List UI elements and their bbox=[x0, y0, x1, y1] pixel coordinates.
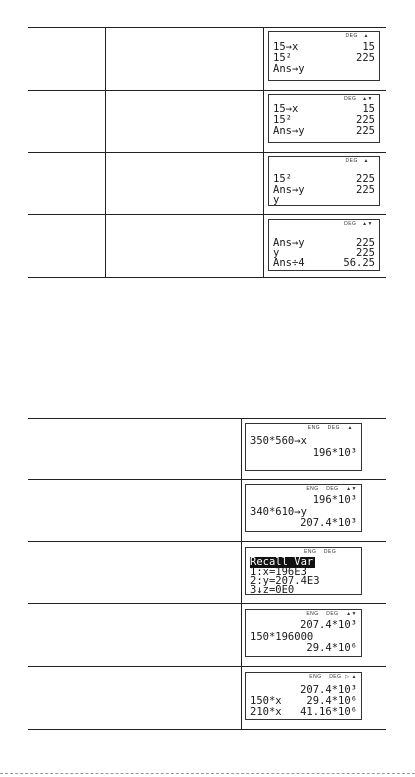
entry-text: y bbox=[273, 194, 280, 206]
calculator-screen bbox=[268, 219, 380, 271]
table-1-rule bbox=[28, 90, 386, 91]
entry-text: y bbox=[273, 247, 280, 259]
table-2-rule bbox=[28, 479, 386, 480]
table-1-rule bbox=[28, 277, 386, 278]
status-indicators: ENG DEG ▲ bbox=[307, 425, 353, 431]
calculator-screen bbox=[268, 94, 380, 143]
screen-line bbox=[273, 258, 375, 269]
result-text: 196*10³ bbox=[312, 447, 357, 459]
result-text: 41.16*10⁶ bbox=[300, 706, 357, 718]
screen-line bbox=[250, 620, 357, 631]
result-text: 207.4*10³ bbox=[300, 517, 357, 529]
entry-text: 150*x bbox=[250, 695, 282, 707]
entry-text: 15² bbox=[273, 173, 292, 185]
result-text: 225 bbox=[356, 184, 375, 196]
menu-title-text: Recall Var bbox=[250, 556, 314, 568]
table-2-col-divider bbox=[241, 418, 242, 729]
table-2-rule bbox=[28, 541, 386, 542]
result-text: 29.4*10⁶ bbox=[306, 642, 357, 654]
table-1-rule bbox=[28, 27, 386, 28]
calculator-screen bbox=[268, 31, 380, 81]
table-2-rule bbox=[28, 603, 386, 604]
entry-text: 150*196000 bbox=[250, 631, 314, 643]
screen-line bbox=[250, 448, 357, 459]
status-indicators: ENG DEG bbox=[304, 549, 337, 555]
menu-item-text: 2:y=207.4E3 bbox=[250, 575, 320, 587]
screen-line bbox=[250, 495, 357, 506]
calculator-screen bbox=[245, 547, 362, 595]
entry-text: 15² bbox=[273, 114, 292, 126]
status-indicators: DEG ▲▼ bbox=[344, 221, 373, 227]
table-2-rule bbox=[28, 729, 386, 730]
entry-text: 15→x bbox=[273, 41, 299, 53]
page-edge-divider bbox=[0, 773, 415, 774]
result-text: 207.4*10³ bbox=[300, 619, 357, 631]
screen-line bbox=[273, 126, 375, 137]
table-2-rule bbox=[28, 418, 386, 419]
screen-line bbox=[250, 518, 357, 529]
status-indicators: DEG ▲▼ bbox=[344, 96, 373, 102]
screen-line bbox=[273, 195, 375, 206]
result-text: 196*10³ bbox=[312, 494, 357, 506]
result-text: 225 bbox=[356, 247, 375, 259]
result-text: 56.25 bbox=[343, 257, 375, 269]
result-text: 225 bbox=[356, 52, 375, 64]
entry-text: Ans→y bbox=[273, 63, 305, 75]
entry-text: 350*560→x bbox=[250, 435, 307, 447]
screen-line bbox=[250, 707, 357, 718]
screen-line bbox=[250, 643, 357, 654]
entry-text: Ans→y bbox=[273, 125, 305, 137]
status-indicators: DEG ▲ bbox=[345, 33, 369, 39]
screen-line bbox=[250, 436, 357, 447]
entry-text: 210*x bbox=[250, 706, 282, 718]
result-text: 15 bbox=[362, 103, 375, 115]
result-text: 225 bbox=[356, 173, 375, 185]
status-indicators: ENG DEG ▲▼ bbox=[306, 611, 357, 617]
status-indicators: ENG DEG ▲▼ bbox=[306, 486, 357, 492]
calculator-screen bbox=[245, 484, 362, 532]
table-1-col-divider bbox=[263, 27, 264, 277]
status-indicators: ENG DEG ▷ ▲ bbox=[309, 674, 357, 680]
table-1-rule bbox=[28, 214, 386, 215]
entry-text: 15² bbox=[273, 52, 292, 64]
result-text: 225 bbox=[356, 125, 375, 137]
entry-text: Ans→y bbox=[273, 184, 305, 196]
calculator-screen bbox=[245, 672, 362, 720]
result-text: 15 bbox=[362, 41, 375, 53]
entry-text: 15→x bbox=[273, 103, 299, 115]
calculator-screen bbox=[245, 423, 362, 471]
entry-text: Ans→y bbox=[273, 237, 305, 249]
entry-text: Ans÷4 bbox=[273, 257, 305, 269]
calculator-screen bbox=[268, 156, 380, 206]
result-text: 207.4*10³ bbox=[300, 684, 357, 696]
result-text: 29.4*10⁶ bbox=[306, 695, 357, 707]
result-text: 225 bbox=[356, 114, 375, 126]
table-1-col-divider bbox=[105, 27, 106, 277]
menu-item[interactable] bbox=[250, 585, 357, 595]
menu-item-text: 1:x=196E3 bbox=[250, 566, 307, 578]
screen-line bbox=[273, 64, 375, 75]
table-1-rule bbox=[28, 152, 386, 153]
table-2-rule bbox=[28, 666, 386, 667]
status-indicators: DEG ▲ bbox=[345, 158, 369, 164]
calculator-screen bbox=[245, 609, 362, 657]
entry-text: 340*610→y bbox=[250, 506, 307, 518]
menu-item-text: 3↓z=0E0 bbox=[250, 584, 295, 595]
result-text: 225 bbox=[356, 237, 375, 249]
